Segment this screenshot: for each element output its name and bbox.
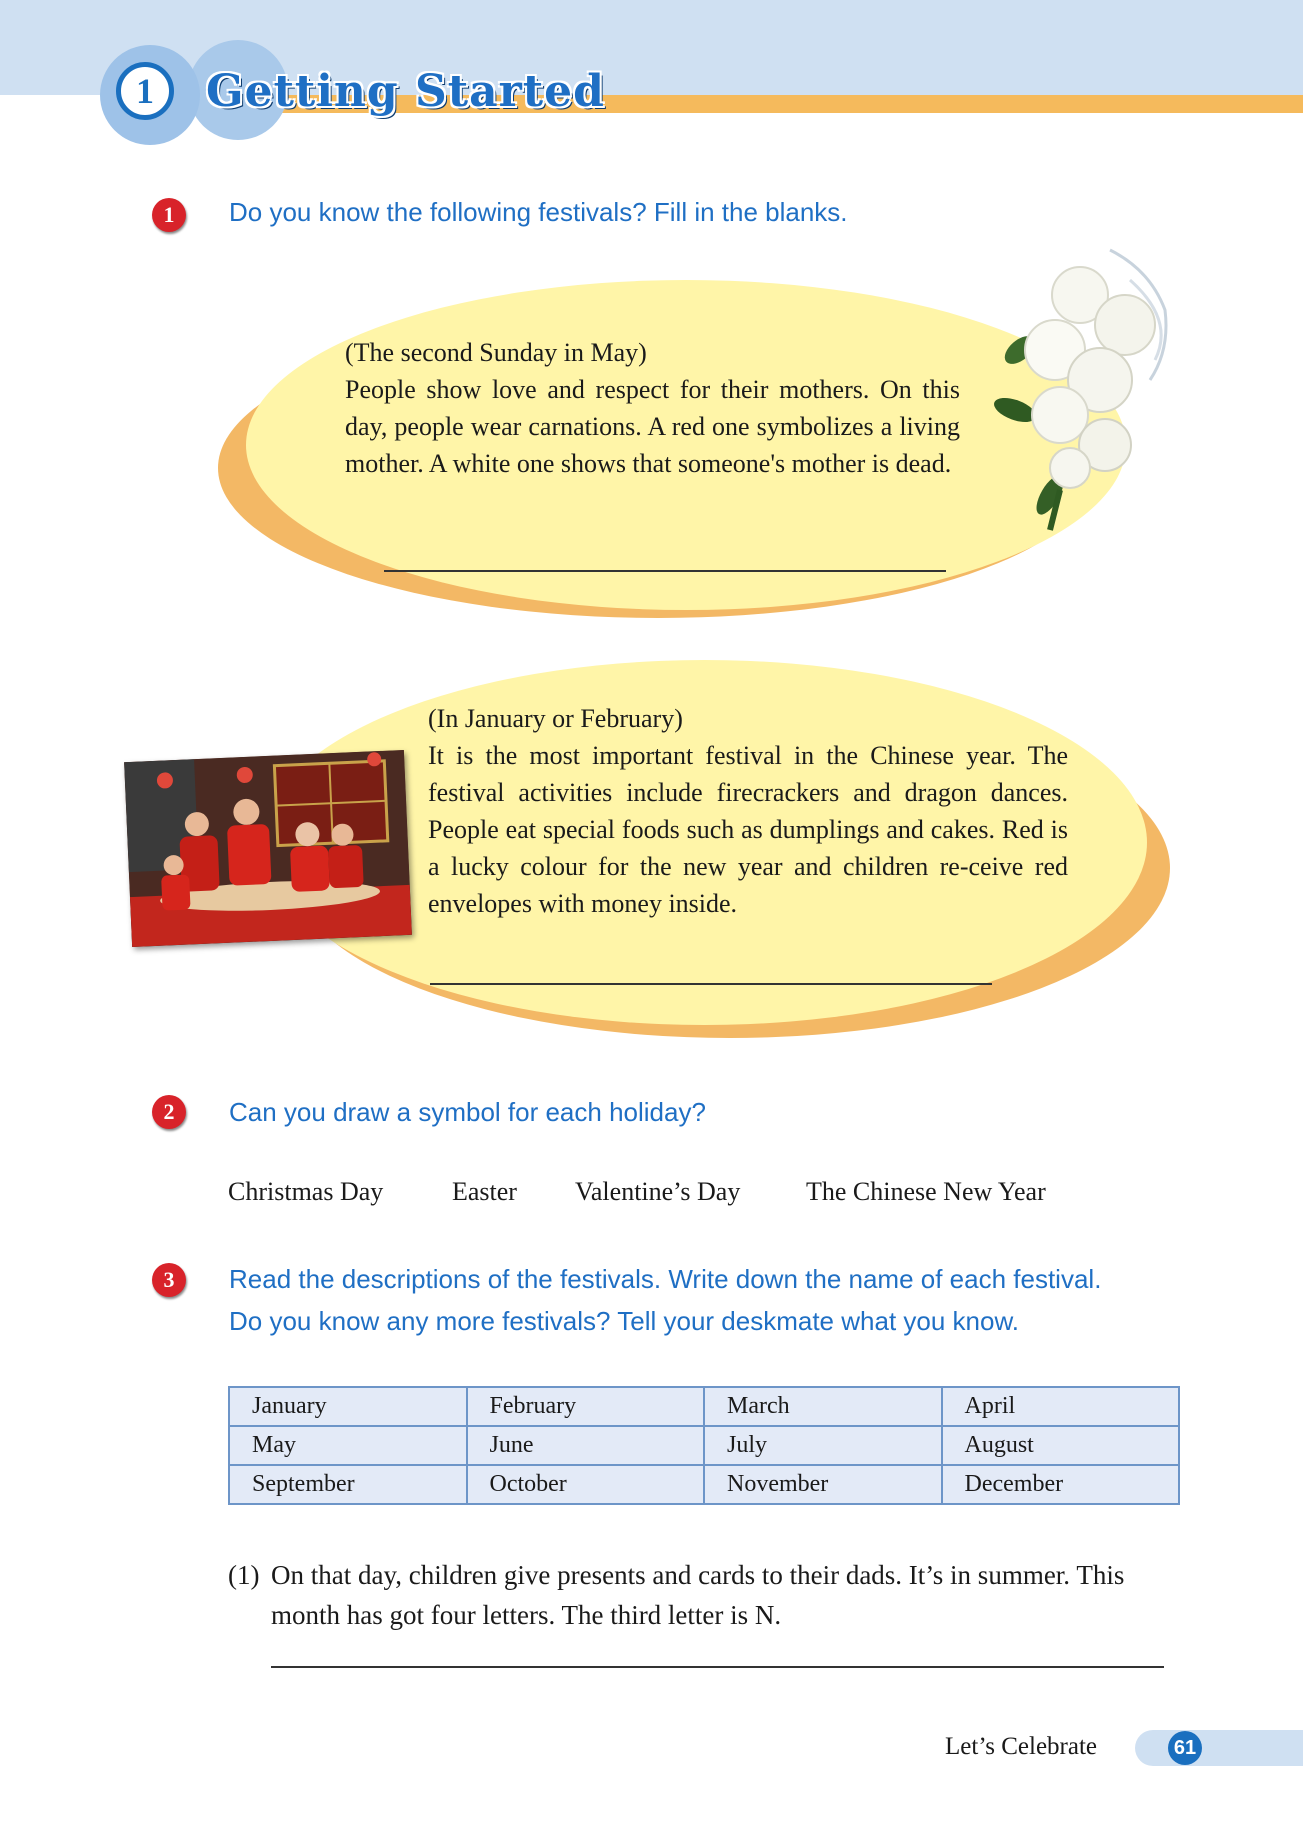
month-cell: March (704, 1387, 942, 1426)
footer-band (1135, 1730, 1303, 1766)
activity-number-badge: 3 (152, 1263, 186, 1297)
question-label: (1) (228, 1560, 260, 1590)
table-row (229, 1465, 1179, 1504)
table-row (229, 1426, 1179, 1465)
month-cell: July (704, 1426, 942, 1465)
carnation-flowers-image (990, 240, 1180, 540)
family-new-year-photo (124, 750, 412, 947)
festival-date: (The second Sunday in May) (345, 338, 647, 367)
holiday-christmas-day: Christmas Day (228, 1177, 384, 1206)
month-cell: November (704, 1465, 942, 1504)
footer-unit-title: Let’s Celebrate (945, 1733, 1098, 1760)
months-table (228, 1386, 1180, 1505)
month-cell: May (229, 1426, 467, 1465)
festival-description: It is the most important festival in the Chinese year. The festival activities include firecrackers and dragon dances. People eat special foods such as dumplings and cakes. Red is a lucky colour for the new year and children re-ceive red envelopes with money inside. (428, 741, 1068, 918)
activity-instruction-line-2: Do you know any more festivals? Tell your deskmate what you know. (229, 1306, 1020, 1336)
answer-blank[interactable] (384, 570, 946, 572)
page-number: 61 (1168, 1731, 1202, 1765)
festival-date: (In January or February) (428, 704, 683, 733)
answer-blank[interactable] (271, 1666, 1164, 1668)
month-cell: February (467, 1387, 705, 1426)
holiday-chinese-new-year: The Chinese New Year (806, 1177, 1046, 1206)
month-cell: June (467, 1426, 705, 1465)
month-cell: August (942, 1426, 1180, 1465)
festival-description: People show love and respect for their mothers. On this day, people wear carnations. A red one symbolizes a living mother. A white one shows that someone's mother is dead. (345, 375, 960, 478)
month-cell: December (942, 1465, 1180, 1504)
table-row (229, 1387, 1179, 1426)
activity-number-badge: 1 (152, 198, 186, 232)
holiday-valentines-day: Valentine’s Day (575, 1177, 741, 1206)
activity-instruction-line-1: Read the descriptions of the festivals. Write down the name of each festival. (229, 1264, 1102, 1294)
activity-instruction: Can you draw a symbol for each holiday? (229, 1097, 706, 1127)
question-text-line-2: month has got four letters. The third letter is N. (271, 1600, 782, 1630)
activity-instruction: Do you know the following festivals? Fill in the blanks. (229, 197, 848, 227)
month-cell: April (942, 1387, 1180, 1426)
answer-blank[interactable] (430, 983, 992, 985)
unit-number-badge: 1 (116, 62, 174, 120)
holiday-easter: Easter (452, 1177, 517, 1206)
month-cell: October (467, 1465, 705, 1504)
month-cell: January (229, 1387, 467, 1426)
month-cell: September (229, 1465, 467, 1504)
section-title: Getting Started (206, 66, 605, 117)
question-text-line-1: On that day, children give presents and cards to their dads. It’s in summer. This (271, 1560, 1125, 1590)
activity-number-badge: 2 (152, 1095, 186, 1129)
